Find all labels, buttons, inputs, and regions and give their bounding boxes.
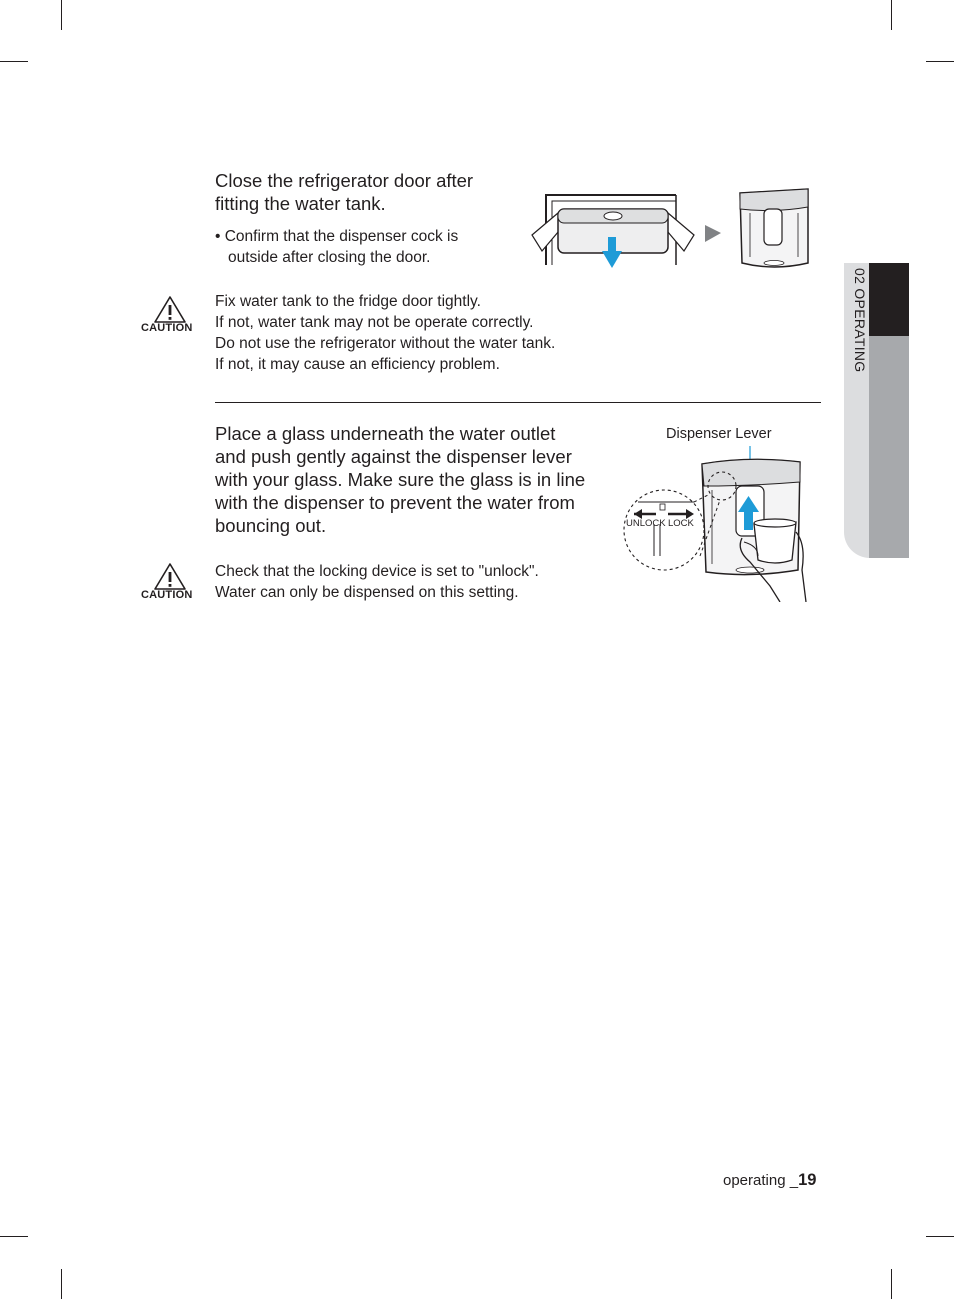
crop-mark: [926, 1236, 954, 1237]
caution-label: CAUTION: [141, 589, 193, 601]
section1-bullet-line: outside after closing the door.: [228, 249, 431, 266]
caution-icon: [153, 562, 187, 592]
chapter-tab-light: [869, 336, 909, 558]
caution-label: CAUTION: [141, 322, 193, 334]
crop-mark: [891, 0, 892, 30]
caution-icon: [153, 295, 187, 325]
chapter-tab-label: 02 OPERATING: [852, 268, 868, 373]
crop-mark: [0, 61, 28, 62]
caution1-line: Fix water tank to the fridge door tightly.: [215, 293, 481, 310]
chapter-tab-dark: [869, 263, 909, 336]
section1-bullet-line: • Confirm that the dispenser cock is: [215, 228, 459, 245]
crop-mark: [0, 1236, 28, 1237]
section2-line: Place a glass underneath the water outlet: [215, 423, 556, 444]
crop-mark: [61, 0, 62, 30]
crop-mark: [891, 1269, 892, 1299]
caution2-line: Check that the locking device is set to "unlock".: [215, 563, 539, 580]
section2-text: [215, 422, 615, 537]
water-tank-fitting-figure: [528, 185, 818, 275]
unlock-label: UNLOCK: [626, 518, 666, 529]
caution1-line: If not, water tank may not be operate correctly.: [215, 314, 534, 331]
caution1-text: [215, 291, 615, 375]
caution2-line: Water can only be dispensed on this setting.: [215, 584, 519, 601]
section2-line: bouncing out.: [215, 515, 327, 536]
page-number: 19: [798, 1171, 817, 1189]
dispenser-lever-label: Dispenser Lever: [666, 426, 772, 442]
section1-title: [215, 169, 515, 215]
footer-prefix: operating _: [723, 1172, 799, 1189]
lock-label: LOCK: [668, 518, 694, 529]
section-divider: [215, 402, 821, 403]
caution2-text: [215, 561, 635, 603]
section2-line: with your glass. Make sure the glass is in line: [215, 469, 586, 490]
section1-bullet: [215, 226, 515, 268]
caution1-line: Do not use the refrigerator without the water tank.: [215, 335, 556, 352]
section1-title-line: Close the refrigerator door after: [215, 170, 474, 191]
section1-title-line: fitting the water tank.: [215, 193, 386, 214]
crop-mark: [61, 1269, 62, 1299]
caution1-line: If not, it may cause an efficiency problem.: [215, 356, 500, 373]
page-footer: [723, 1171, 816, 1190]
section2-line: and push gently against the dispenser lever: [215, 446, 572, 467]
crop-mark: [926, 61, 954, 62]
section2-line: with the dispenser to prevent the water from: [215, 492, 575, 513]
